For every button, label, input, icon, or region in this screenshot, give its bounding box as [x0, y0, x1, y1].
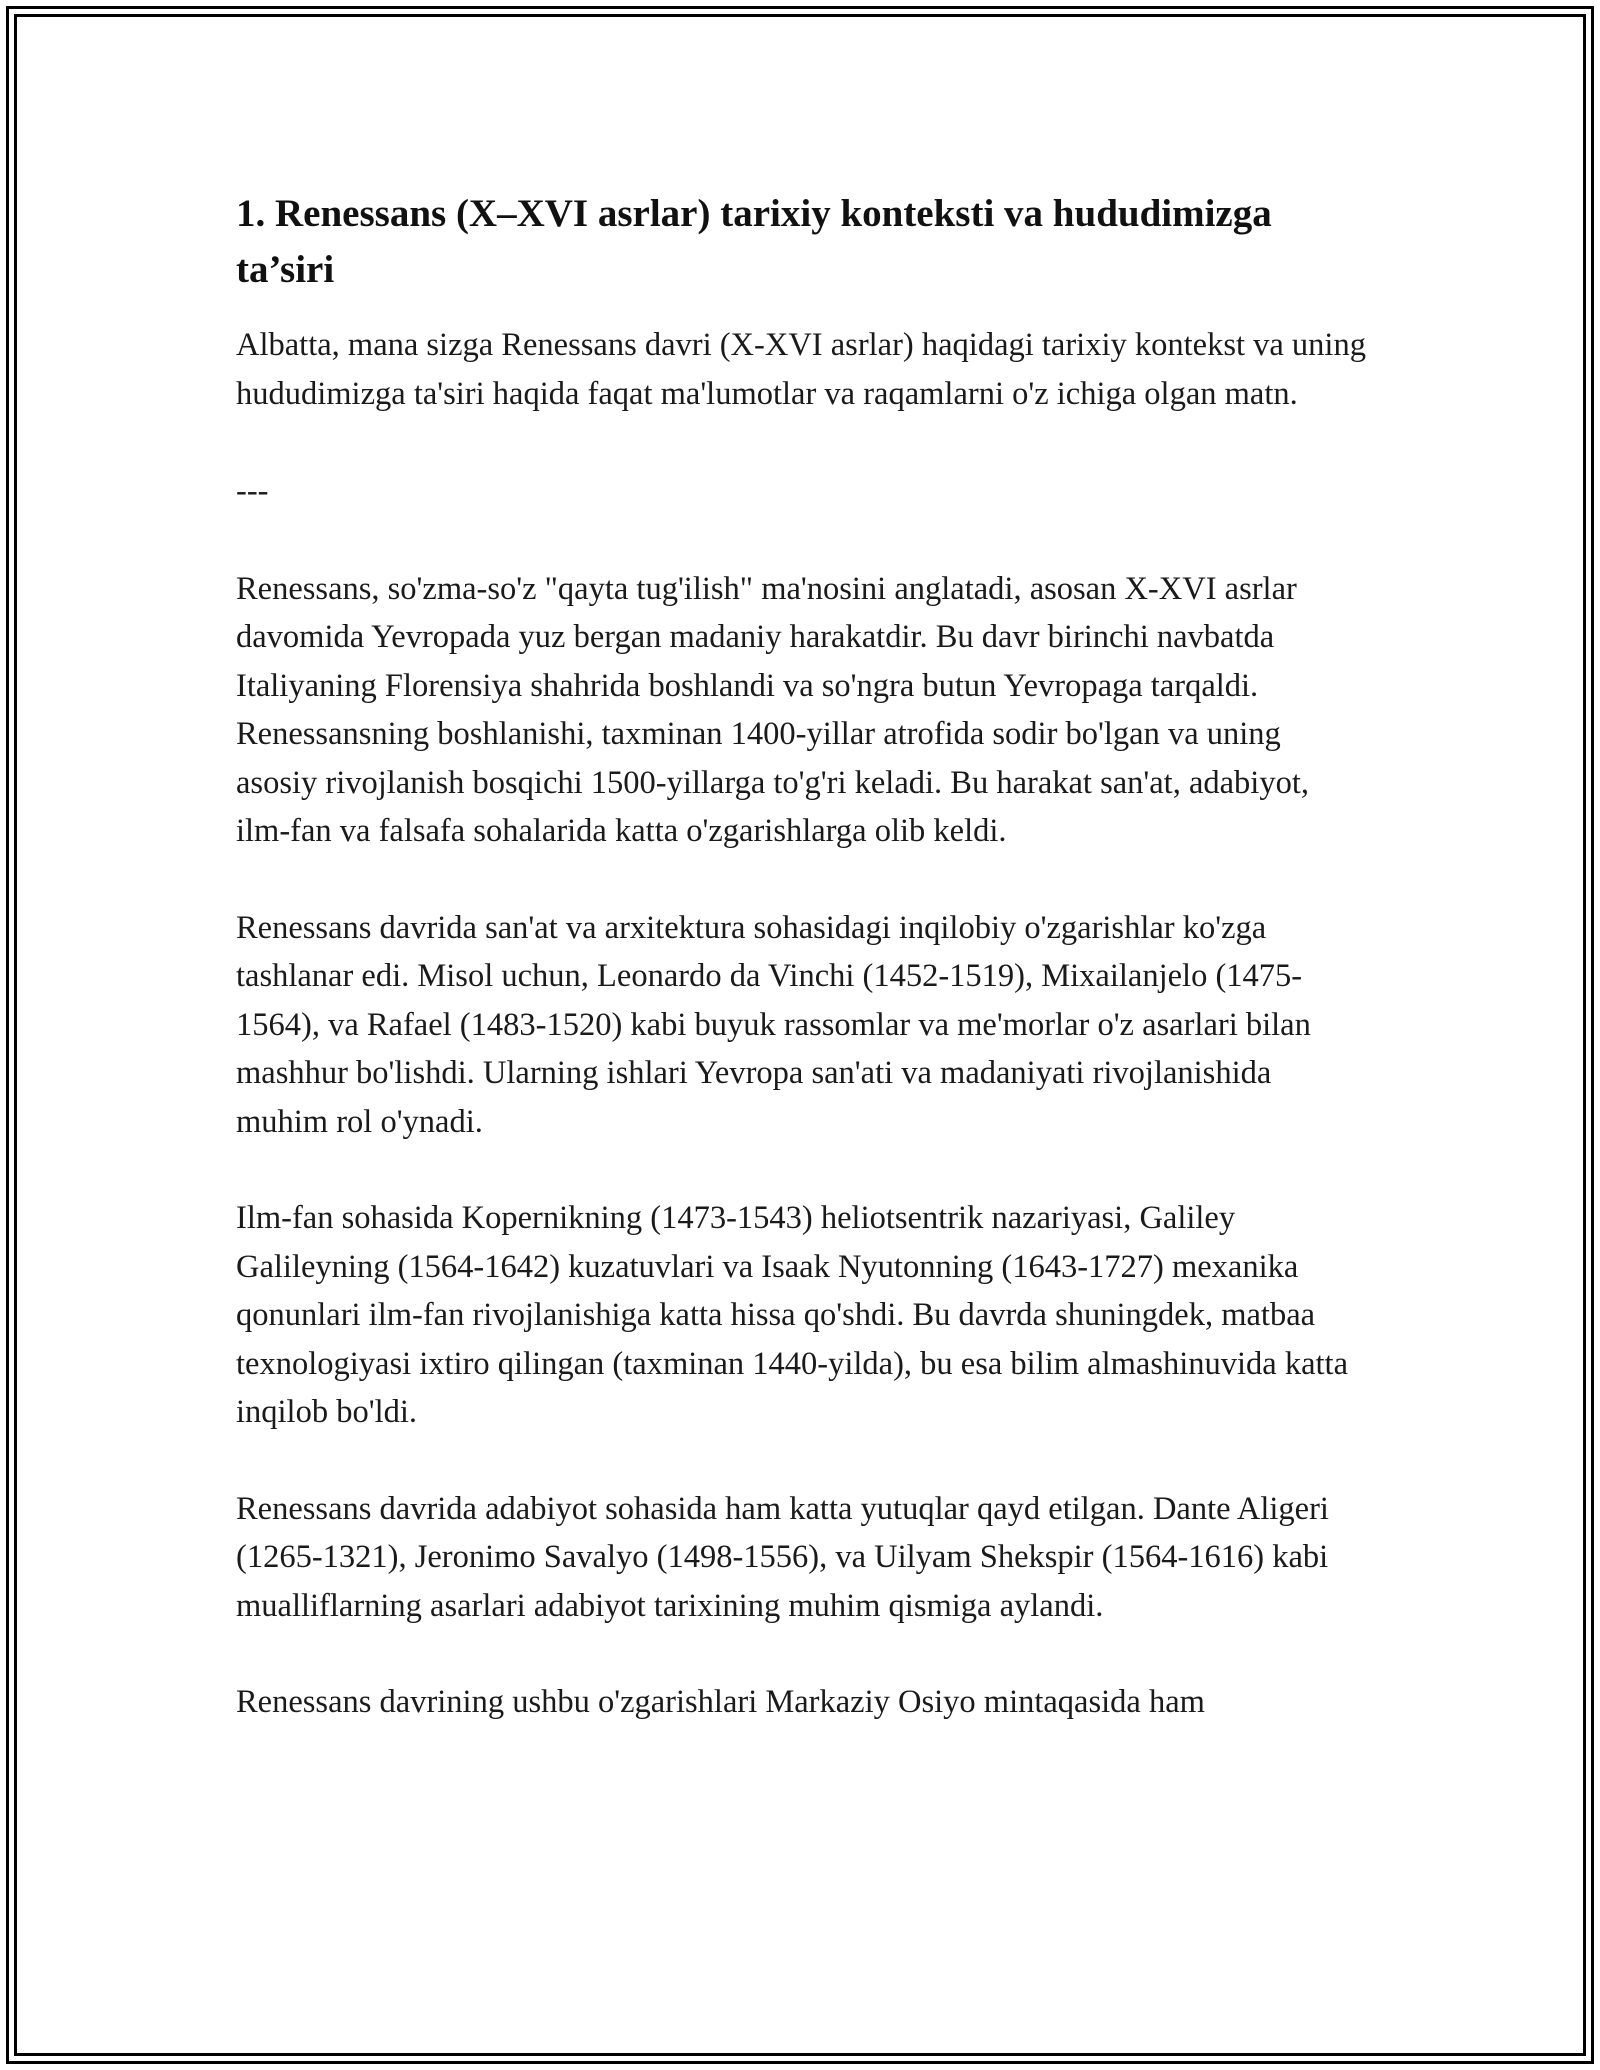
separator-line: ---	[236, 473, 269, 509]
paragraph-renaissance-overview: Renessans, so'zma-so'z "qayta tug'ilish" ma'nosini anglatadi, asosan X-XVI asrlar davomida Yevropada yuz bergan madaniy harakatdir. Bu davr birinchi navbatda Italiyaning Florensiya shahrida boshlandi va so'ngra butun Yevropaga tarqaldi. Renessansning boshlanishi, taxminan 1400-yillar atrofida sodir bo'lgan va uning asosiy rivojlanish bosqichi 1500-yillarga to'g'ri keladi. Bu harakat san'at, adabiyot, ilm-fan va falsafa sohalarida katta o'zgarishlarga olib keldi.	[236, 570, 1309, 849]
section-heading: 1. Renessans (X–XVI asrlar) tarixiy konteksti va hududimizga ta’siri	[236, 192, 1272, 291]
paragraph-literature: Renessans davrida adabiyot sohasida ham katta yutuqlar qayd etilgan. Dante Aligeri (1265-1321), Jeronimo Savalyo (1498-1556), va Uilyam Shekspir (1564-1616) kabi mualliflarning asarlari adabiyot tarixining muhim qismiga aylandi.	[236, 1490, 1329, 1624]
intro-paragraph: Albatta, mana sizga Renessans davri (X-XVI asrlar) haqidagi tarixiy kontekst va uning hududimizga ta'siri haqida faqat ma'lumotlar va raqamlarni o'z ichiga olgan matn.	[236, 327, 1366, 412]
paragraph-science: Ilm-fan sohasida Kopernikning (1473-1543) heliotsentrik nazariyasi, Galiley Galileyning (1564-1642) kuzatuvlari va Isaak Nyutonning (1643-1727) mexanika qonunlari ilm-fan rivojlanishiga katta hissa qo'shdi. Bu davrda shuningdek, matbaa texnologiyasi ixtiro qilingan (taxminan 1440-yilda), bu esa bilim almashinuvida katta inqilob bo'ldi.	[236, 1200, 1348, 1430]
paragraph-central-asia: Renessans davrining ushbu o'zgarishlari Markaziy Osiyo mintaqasida ham	[236, 1684, 1205, 1720]
paragraph-art-architecture: Renessans davrida san'at va arxitektura sohasidagi inqilobiy o'zgarishlar ko'zga tashlanar edi. Misol uchun, Leonardo da Vinchi (1452-1519), Mixailanjelo (1475-1564), va Rafael (1483-1520) kabi buyuk rassomlar va me'morlar o'z asarlari bilan mashhur bo'lishdi. Ularning ishlari Yevropa san'ati va madaniyati rivojlanishida muhim rol o'ynadi.	[236, 909, 1311, 1140]
document-body	[236, 186, 1366, 1727]
